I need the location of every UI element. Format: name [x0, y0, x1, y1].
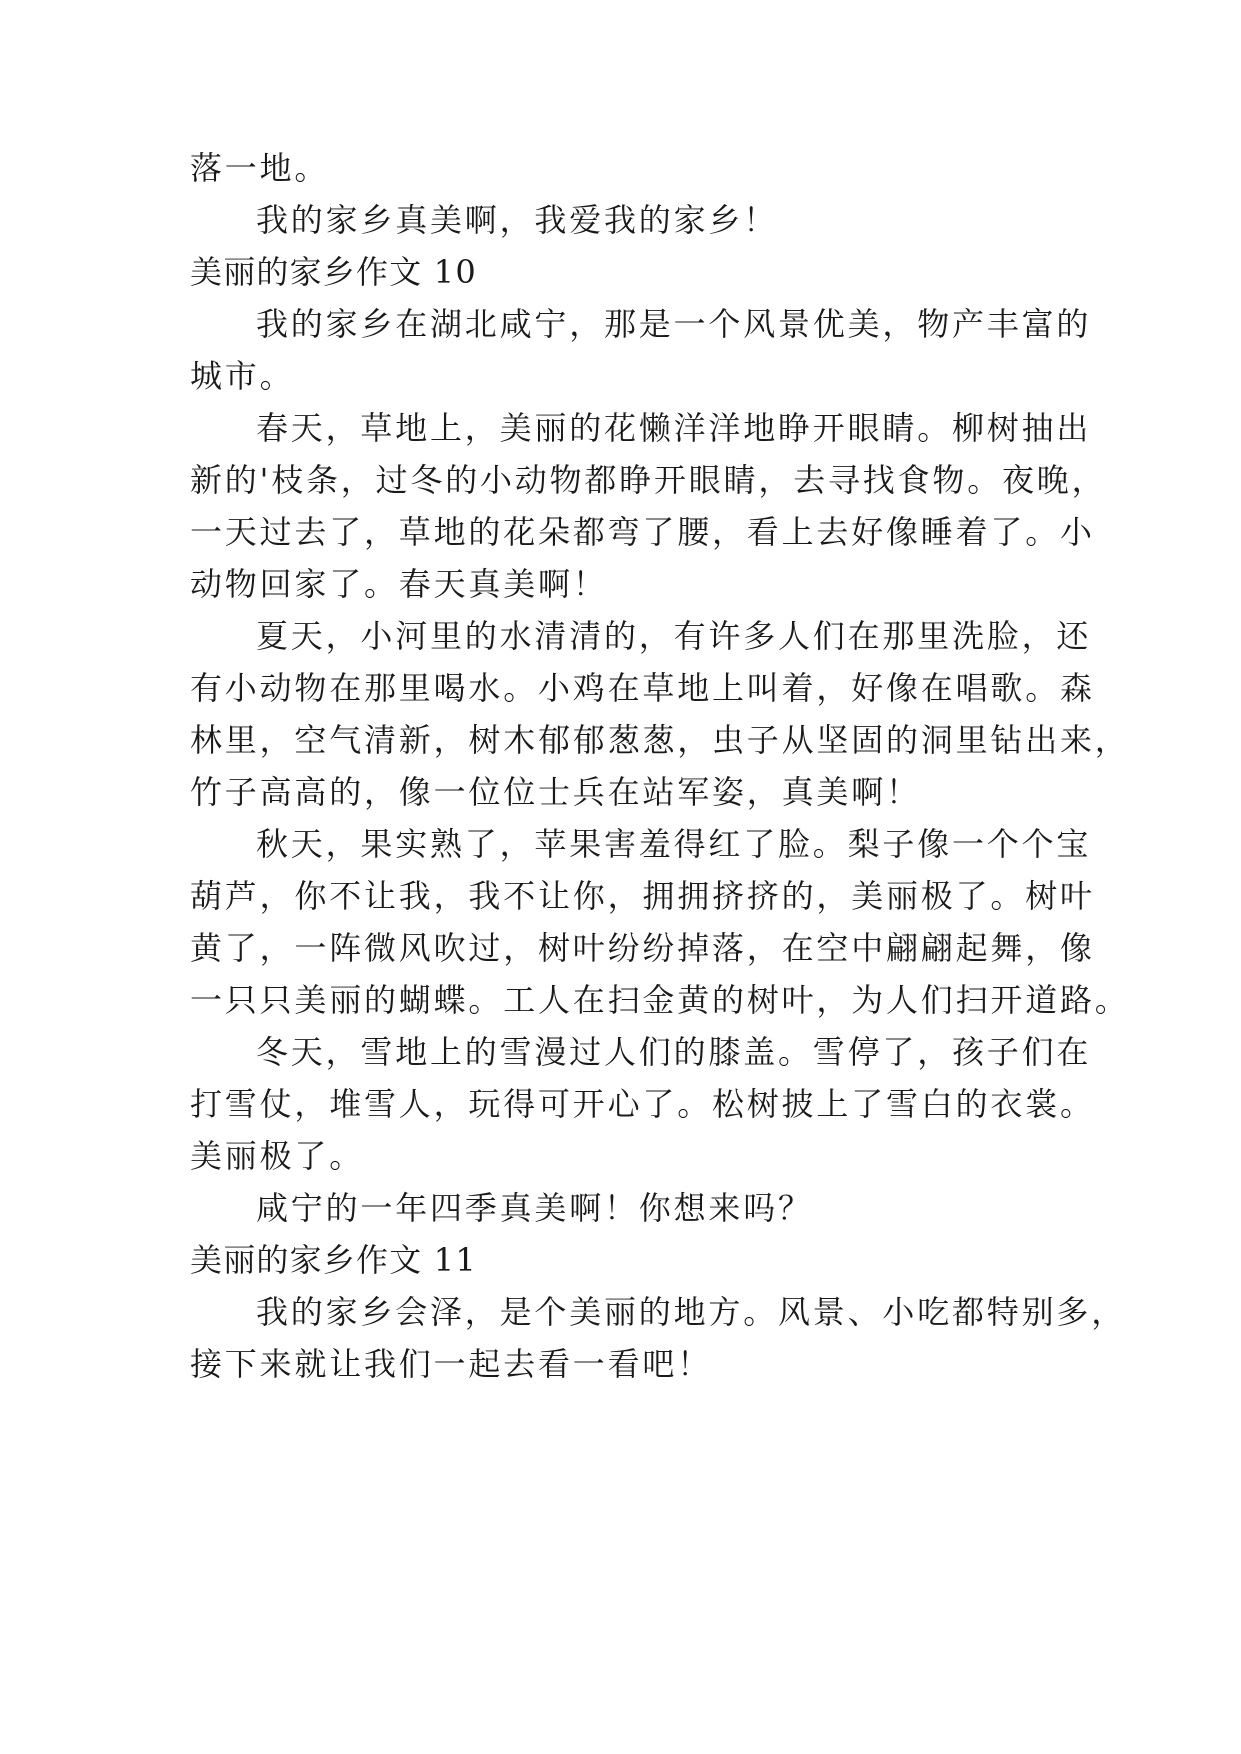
paragraph-line: 一天过去了，草地的花朵都弯了腰，看上去好像睡着了。小 — [190, 513, 1095, 551]
paragraph-line: 林里，空气清新，树木郁郁葱葱，虫子从坚固的洞里钻出来， — [190, 721, 1130, 759]
paragraph-line: 落一地。 — [190, 149, 330, 187]
paragraph-line: 一只只美丽的蝴蝶。工人在扫金黄的树叶，为人们扫开道路。 — [190, 981, 1130, 1019]
paragraph-line: 春天，草地上，美丽的花懒洋洋地睁开眼睛。柳树抽出 — [256, 409, 1092, 447]
section-heading: 美丽的家乡作文 11 — [190, 1241, 477, 1279]
paragraph-line: 打雪仗，堆雪人，玩得可开心了。松树披上了雪白的衣裳。 — [190, 1085, 1095, 1123]
paragraph-line: 城市。 — [190, 357, 295, 395]
paragraph-line: 竹子高高的，像一位位士兵在站军姿，真美啊！ — [190, 773, 921, 811]
paragraph-line: 我的家乡真美啊，我爱我的家乡！ — [256, 201, 779, 239]
paragraph-line: 葫芦，你不让我，我不让你，拥拥挤挤的，美丽极了。树叶 — [190, 877, 1095, 915]
section-heading: 美丽的家乡作文 10 — [190, 253, 477, 291]
paragraph-line: 美丽极了。 — [190, 1137, 365, 1175]
paragraph-line: 咸宁的一年四季真美啊！你想来吗？ — [256, 1189, 813, 1227]
paragraph-line: 我的家乡会泽，是个美丽的地方。风景、小吃都特别多， — [256, 1293, 1127, 1331]
paragraph-line: 接下来就让我们一起去看一看吧！ — [190, 1345, 713, 1383]
paragraph-line: 冬天，雪地上的雪漫过人们的膝盖。雪停了，孩子们在 — [256, 1033, 1092, 1071]
paragraph-line: 夏天，小河里的水清清的，有许多人们在那里洗脸，还 — [256, 617, 1092, 655]
paragraph-line: 有小动物在那里喝水。小鸡在草地上叫着，好像在唱歌。森 — [190, 669, 1095, 707]
paragraph-line: 新的'枝条，过冬的小动物都睁开眼睛，去寻找食物。夜晚， — [190, 461, 1107, 499]
paragraph-line: 秋天，果实熟了，苹果害羞得红了脸。梨子像一个个宝 — [256, 825, 1092, 863]
paragraph-line: 动物回家了。春天真美啊！ — [190, 565, 608, 603]
paragraph-line: 黄了，一阵微风吹过，树叶纷纷掉落，在空中翩翩起舞，像 — [190, 929, 1095, 967]
paragraph-line: 我的家乡在湖北咸宁，那是一个风景优美，物产丰富的 — [256, 305, 1092, 343]
